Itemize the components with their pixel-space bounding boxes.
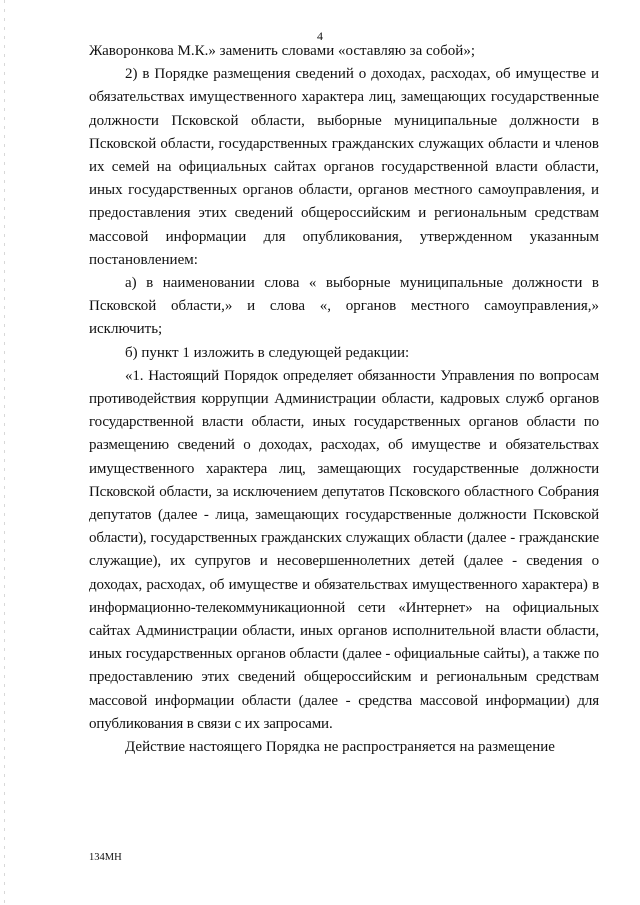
paragraph-item-2: 2) в Порядке размещения сведений о доходах, расходах, об имуществе и обязательствах имущественного характера лиц, замещающих государственные должности Псковской области, выборные муниципальные должности в Псковской области, государственных гражданских служащих области и членов их семей на официальных сайтах органов государственной власти области, иных государственных органов области, органов местного самоуправления, и предоставления этих сведений общероссийским и региональным средствам массовой информации для опубликования, утвержденном указанным постановлением: bbox=[89, 66, 599, 268]
scan-edge-marks bbox=[4, 0, 5, 905]
paragraph-scope-note: Действие настоящего Порядка не распространяется на размещение bbox=[125, 739, 555, 756]
page-number: 4 bbox=[317, 29, 323, 43]
document-body bbox=[89, 40, 599, 759]
footer-document-code: 134МН bbox=[89, 852, 122, 863]
paragraph-point-1-quote: «1. Настоящий Порядок определяет обязанности Управления по вопросам противодействия коррупции Администрации области, кадровых служб органов государственной власти области, иных государственных органов области по размещению сведений о доходах, расходах, об имуществе и обязательствах имущественного характера лиц, замещающих государственные должности Псковской области, за исключением депутатов Псковского областного Собрания депутатов (далее - лица, замещающих государственные должности Псковской области), государственных гражданских служащих области (далее - гражданские служащие), их супругов и несовершеннолетних детей (далее - сведения о доходах, расходах, об имуществе и обязательствах имущественного характера) в информационно-телекоммуникационной сети «Интернет» на официальных сайтах Администрации области, иных органов исполнительной власти области, иных государственных органов области (далее - официальные сайты), а также по предоставлению этих сведений общероссийским и региональным средствам массовой информации области (далее - средства массовой информации) для опубликования в связи с их запросами. bbox=[89, 367, 599, 732]
paragraph-subitem-b: б) пункт 1 изложить в следующей редакции: bbox=[125, 344, 410, 361]
paragraph-continuation: Жаворонкова М.К.» заменить словами «оставляю за собой»; bbox=[89, 43, 476, 59]
paragraph-subitem-a: а) в наименовании слова « выборные муниципальные должности в Псковской области,» и слова «, органов местного самоуправления,» исключить; bbox=[89, 275, 599, 338]
